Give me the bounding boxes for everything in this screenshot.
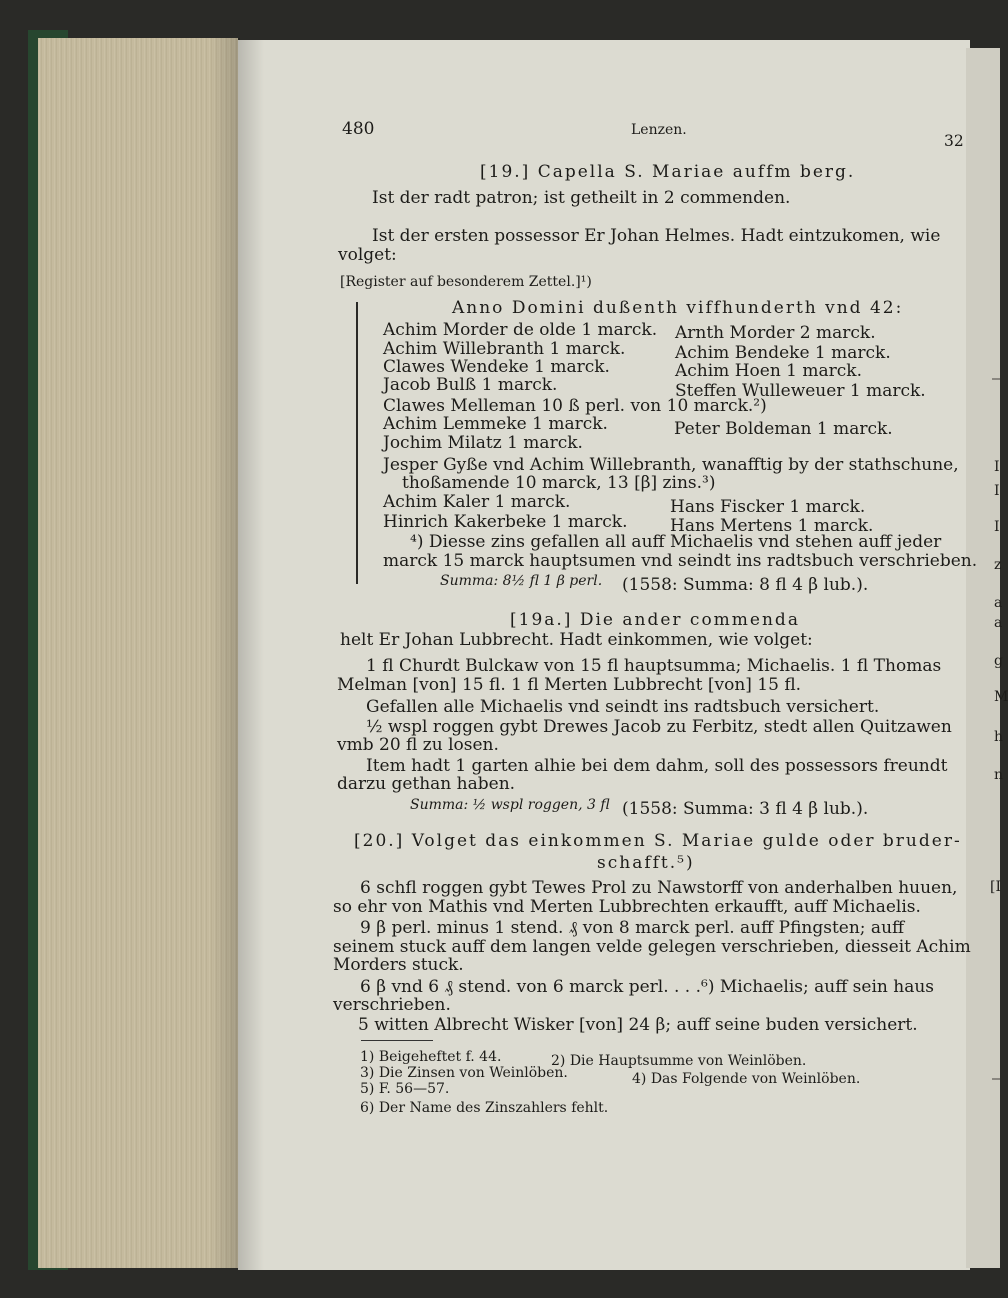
text-line: 5 witten Albrecht Wisker [von] 24 β; auff seine buden versichert. bbox=[358, 1015, 918, 1035]
text-line: verschrieben. bbox=[333, 995, 451, 1015]
margin-letter: I bbox=[994, 459, 1000, 475]
margin-letter: I bbox=[994, 519, 1000, 535]
margin-letter: g bbox=[994, 653, 1003, 669]
text-line: Ist der ersten possessor Er Johan Helmes. Hadt eintzukomen, wie bbox=[372, 226, 941, 246]
footnote: 2) Die Hauptsumme von Weinlöben. bbox=[551, 1053, 807, 1069]
footnote: 3) Die Zinsen von Weinlöben. bbox=[360, 1065, 568, 1081]
register-entry: Achim Lemmeke 1 marck. bbox=[383, 414, 608, 434]
text-line: Melman [von] 15 fl. 1 fl Merten Lubbrecht [von] 15 fl. bbox=[337, 675, 802, 695]
margin-letter: I bbox=[994, 483, 1000, 499]
page-gutter-shadow bbox=[238, 40, 264, 1270]
text-line: Ist der radt patron; ist getheilt in 2 commenden. bbox=[372, 188, 791, 208]
footnote: 1) Beigeheftet f. 44. bbox=[360, 1049, 502, 1065]
register-entry: Hans Mertens 1 marck. bbox=[670, 516, 874, 536]
summa-text: (1558: Summa: 3 fl 4 β lub.). bbox=[622, 799, 869, 819]
text-line: darzu gethan haben. bbox=[337, 774, 516, 794]
text-line: 6 β vnd 6 ₰ stend. von 6 marck perl. . . .⁶) Michaelis; auff sein haus bbox=[360, 977, 935, 997]
text-line: 9 β perl. minus 1 stend. ₰ von 8 marck perl. auff Pfingsten; auff bbox=[360, 918, 905, 938]
margin-letter: z bbox=[994, 557, 1002, 573]
footnote-rule bbox=[361, 1040, 433, 1041]
section-19-title: [19.] Capella S. Mariae auffm berg. bbox=[480, 162, 856, 182]
page-edges-shadow bbox=[210, 38, 240, 1268]
register-entry: Clawes Wendeke 1 marck. bbox=[383, 357, 610, 377]
summa-italic: Summa: ½ wspl roggen, 3 fl bbox=[410, 797, 610, 813]
register-entry: Achim Kaler 1 marck. bbox=[383, 492, 571, 512]
next-page-strip bbox=[966, 48, 1008, 1268]
text-line: Gefallen alle Michaelis vnd seindt ins radtsbuch versichert. bbox=[366, 697, 880, 717]
register-entry: Arnth Morder 2 marck. bbox=[675, 323, 876, 343]
footnote: 6) Der Name des Zinszahlers fehlt. bbox=[360, 1100, 609, 1116]
register-entry: Jacob Bulß 1 marck. bbox=[383, 375, 558, 395]
register-entry: thoßamende 10 marck, 13 [β] zins.³) bbox=[402, 473, 716, 493]
register-entry: Jochim Milatz 1 marck. bbox=[383, 433, 583, 453]
register-entry: Peter Boldeman 1 marck. bbox=[674, 419, 893, 439]
margin-letter: a bbox=[994, 595, 1003, 611]
margin-letter: M bbox=[994, 689, 1008, 705]
margin-letter: [I bbox=[990, 879, 1001, 895]
text-line: 6 schfl roggen gybt Tewes Prol zu Nawstorff von anderhalben huuen, bbox=[360, 878, 958, 898]
register-entry: Achim Bendeke 1 marck. bbox=[675, 343, 891, 363]
margin-letter: h bbox=[994, 729, 1004, 745]
summa-italic: Summa: 8½ fl 1 β perl. bbox=[440, 573, 603, 589]
text-line: volget: bbox=[338, 245, 397, 265]
page-number: 480 bbox=[342, 119, 375, 139]
register-bracket bbox=[356, 302, 358, 584]
next-page-line bbox=[992, 378, 1000, 380]
text-line: seinem stuck auff dem langen velde gelegen verschrieben, diesseit Achim bbox=[333, 937, 971, 957]
text-line: Item hadt 1 garten alhie bei dem dahm, soll des possessors freundt bbox=[366, 756, 948, 776]
running-title: Lenzen. bbox=[631, 122, 687, 138]
register-entry: Hinrich Kakerbeke 1 marck. bbox=[383, 512, 628, 532]
register-entry: Clawes Melleman 10 ß perl. von 10 marck.²) bbox=[383, 396, 767, 416]
text-line: helt Er Johan Lubbrecht. Hadt einkommen, wie volget: bbox=[340, 630, 813, 650]
page-edges bbox=[38, 38, 238, 1268]
summa-text: (1558: Summa: 8 fl 4 β lub.). bbox=[622, 575, 869, 595]
register-entry: Jesper Gyße vnd Achim Willebranth, wanafftig by der stathschune, bbox=[383, 455, 959, 475]
section-20-title: schafft.⁵) bbox=[597, 853, 695, 873]
register-entry: Hans Fiscker 1 marck. bbox=[670, 497, 866, 517]
footnote: 5) F. 56—57. bbox=[360, 1081, 450, 1097]
section-20-title: [20.] Volget das einkommen S. Mariae gulde oder bruder- bbox=[354, 831, 962, 851]
text-line: 1 fl Churdt Bulckaw von 15 fl hauptsumma; Michaelis. 1 fl Thomas bbox=[366, 656, 942, 676]
section-19a-title: [19a.] Die ander commenda bbox=[510, 610, 800, 630]
next-page-line bbox=[992, 1078, 1000, 1080]
register-entry: Achim Hoen 1 marck. bbox=[675, 361, 863, 381]
text-line: ½ wspl roggen gybt Drewes Jacob zu Ferbitz, stedt allen Quitzawen bbox=[366, 717, 952, 737]
sheet-mark: 32 bbox=[944, 132, 964, 150]
register-entry: Steffen Wulleweuer 1 marck. bbox=[675, 381, 926, 401]
register-entry: Achim Willebranth 1 marck. bbox=[383, 339, 626, 359]
register-note: [Register auf besonderem Zettel.]¹) bbox=[340, 274, 592, 290]
margin-letter: n bbox=[994, 767, 1004, 783]
register-note-4: marck 15 marck hauptsumen vnd seindt ins radtsbuch verschrieben. bbox=[383, 551, 978, 571]
text-line: vmb 20 fl zu losen. bbox=[337, 735, 499, 755]
footnote: 4) Das Folgende von Weinlöben. bbox=[632, 1071, 861, 1087]
anno-heading: Anno Domini dußenth viffhunderth vnd 42: bbox=[452, 298, 904, 318]
text-line: Morders stuck. bbox=[333, 955, 464, 975]
text-line: so ehr von Mathis vnd Merten Lubbrechten erkaufft, auff Michaelis. bbox=[333, 897, 921, 917]
margin-letter: a bbox=[994, 615, 1003, 631]
register-note-4: ⁴) Diesse zins gefallen all auff Michaelis vnd stehen auff jeder bbox=[410, 532, 942, 552]
register-entry: Achim Morder de olde 1 marck. bbox=[383, 320, 658, 340]
